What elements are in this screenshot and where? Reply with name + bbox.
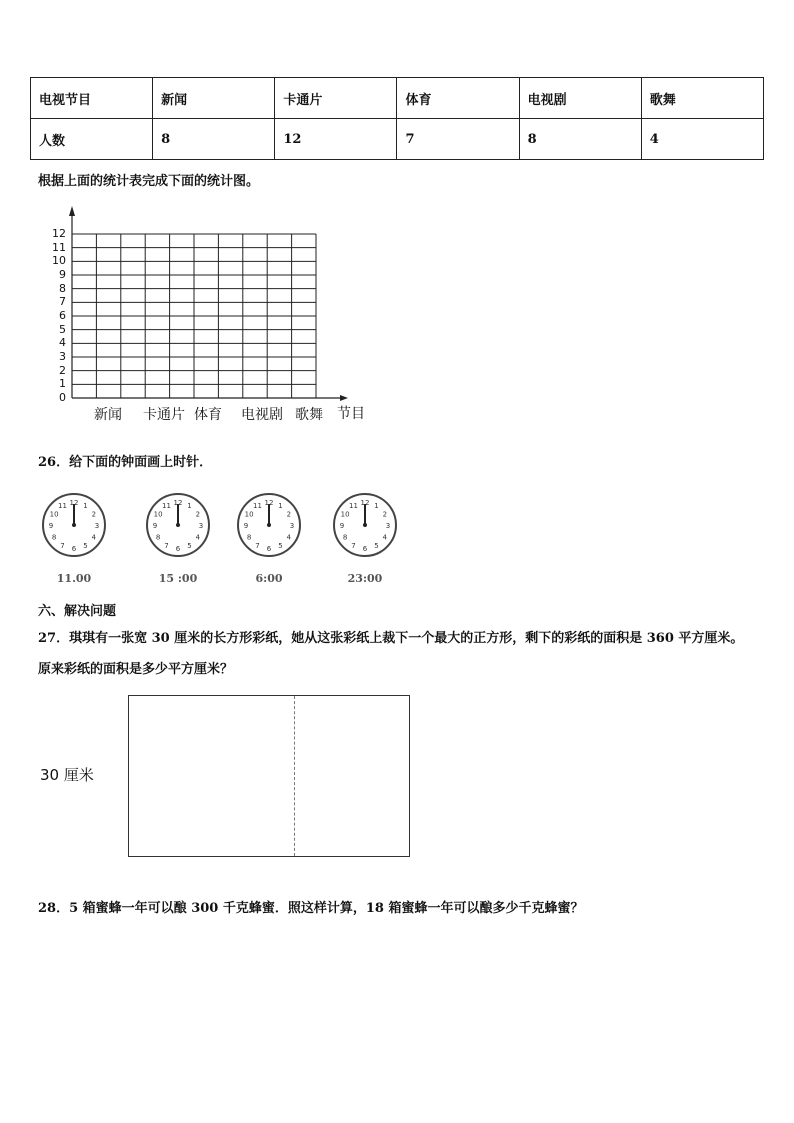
y-tick-label: 10 xyxy=(52,254,66,268)
clock-numeral: 5 xyxy=(187,541,192,550)
statistics-table xyxy=(30,77,764,160)
clock-numeral: 6 xyxy=(266,545,272,553)
chart-grid-svg xyxy=(30,200,380,430)
clock-row xyxy=(40,490,410,590)
clock-numeral: 11 xyxy=(162,502,171,511)
blank-bar-chart xyxy=(30,200,380,430)
y-tick-label: 5 xyxy=(59,322,66,336)
clock-time-label: 6:00 xyxy=(255,572,283,585)
table-cell: 电视剧 xyxy=(519,78,641,119)
y-tick-label: 6 xyxy=(59,309,66,322)
clock-numeral: 4 xyxy=(286,533,292,542)
chart-instruction: 根据上面的统计表完成下面的统计图。 xyxy=(38,174,260,189)
clock-item xyxy=(234,490,304,585)
paper-rectangle-figure xyxy=(128,695,410,857)
clock-numeral: 1 xyxy=(374,502,379,511)
question-26: 26．给下面的钟面画上时针． xyxy=(38,455,213,470)
clock-time-label: 23:00 xyxy=(347,572,383,585)
clock-numeral: 10 xyxy=(153,510,163,519)
clock-numeral: 3 xyxy=(289,522,295,530)
clock-numeral: 5 xyxy=(278,541,283,550)
width-label: 30 厘米 xyxy=(40,766,94,784)
clock-numeral: 6 xyxy=(71,545,77,553)
clock-numeral: 9 xyxy=(152,522,158,530)
clock-center xyxy=(267,523,271,527)
clock-numeral: 8 xyxy=(342,533,348,542)
clock-numeral: 7 xyxy=(164,541,169,550)
table-cell: 体育 xyxy=(397,78,519,119)
clock-numeral: 1 xyxy=(83,502,88,511)
x-category-label: 歌舞 xyxy=(295,407,323,423)
clock-item xyxy=(143,490,213,585)
clock-item xyxy=(330,490,400,585)
clock-numeral: 10 xyxy=(49,510,59,519)
clock-numeral: 12 xyxy=(173,499,183,507)
table-row xyxy=(31,119,764,160)
clock-numeral: 4 xyxy=(91,533,97,542)
table-cell: 8 xyxy=(519,119,641,160)
clock-numeral: 4 xyxy=(195,533,201,542)
clock-numeral: 3 xyxy=(385,522,391,530)
table-cell: 7 xyxy=(397,119,519,160)
table-cell: 8 xyxy=(153,119,275,160)
clock-numeral: 8 xyxy=(51,533,57,542)
clock-center xyxy=(72,523,76,527)
x-axis-arrow xyxy=(340,395,348,401)
clock-numeral: 5 xyxy=(374,541,379,550)
clock-numeral: 4 xyxy=(382,533,388,542)
clock-numeral: 9 xyxy=(243,522,249,530)
clock-time-label: 11.00 xyxy=(56,572,92,585)
y-tick-label: 1 xyxy=(59,377,66,391)
table-cell: 12 xyxy=(275,119,397,160)
clock-numeral: 11 xyxy=(253,502,262,511)
clock-numeral: 1 xyxy=(187,502,192,511)
y-tick-label: 9 xyxy=(59,268,66,281)
clock-center xyxy=(176,523,180,527)
clock-numeral: 12 xyxy=(69,499,79,507)
clock-numeral: 2 xyxy=(91,510,97,519)
clock-numeral: 2 xyxy=(195,510,201,519)
clock-face-icon[interactable] xyxy=(234,490,304,560)
x-axis-title: 节目 xyxy=(337,406,365,422)
table-cell: 人数 xyxy=(31,119,153,160)
clock-numeral: 9 xyxy=(339,522,345,530)
clock-numeral: 6 xyxy=(175,545,181,553)
y-tick-label: 12 xyxy=(52,227,66,240)
table-cell: 歌舞 xyxy=(641,78,763,119)
y-tick-label: 8 xyxy=(59,281,66,295)
clock-numeral: 11 xyxy=(58,502,67,511)
y-tick-label: 11 xyxy=(52,240,66,254)
x-category-label: 电视剧 xyxy=(241,407,283,423)
x-category-label: 卡通片 xyxy=(143,407,185,423)
clock-numeral: 2 xyxy=(382,510,388,519)
clock-numeral: 5 xyxy=(83,541,88,550)
x-category-label: 新闻 xyxy=(94,407,122,423)
y-tick-label: 3 xyxy=(59,350,66,363)
clock-numeral: 7 xyxy=(60,541,65,550)
y-tick-label: 7 xyxy=(59,295,66,309)
clock-numeral: 2 xyxy=(286,510,292,519)
cut-line xyxy=(294,696,295,856)
clock-numeral: 11 xyxy=(349,502,358,511)
table-cell: 新闻 xyxy=(153,78,275,119)
y-tick-label: 0 xyxy=(59,391,66,404)
clock-numeral: 10 xyxy=(340,510,350,519)
table-cell: 4 xyxy=(641,119,763,160)
section-heading: 六、解决问题 xyxy=(38,604,117,619)
clock-numeral: 8 xyxy=(246,533,252,542)
clock-numeral: 7 xyxy=(351,541,356,550)
clock-numeral: 12 xyxy=(264,499,274,507)
question-28: 28．5 箱蜜蜂一年可以酿 300 千克蜂蜜．照这样计算，18 箱蜜蜂一年可以酿多少千克蜂蜜？ xyxy=(38,901,584,916)
clock-numeral: 9 xyxy=(48,522,54,530)
clock-numeral: 3 xyxy=(198,522,204,530)
clock-numeral: 12 xyxy=(360,499,370,507)
clock-center xyxy=(363,523,367,527)
clock-time-label: 15 :00 xyxy=(158,572,198,585)
question-27-line1: 27．琪琪有一张宽 30 厘米的长方形彩纸，她从这张彩纸上裁下一个最大的正方形，剩下的彩纸的面积是 360 平方厘米。 xyxy=(38,631,744,646)
clock-numeral: 8 xyxy=(155,533,161,542)
clock-item xyxy=(39,490,109,585)
table-cell: 卡通片 xyxy=(275,78,397,119)
clock-face-icon[interactable] xyxy=(143,490,213,560)
clock-face-icon[interactable] xyxy=(330,490,400,560)
clock-numeral: 6 xyxy=(362,545,368,553)
clock-numeral: 10 xyxy=(244,510,254,519)
table-header-row xyxy=(31,78,764,119)
table-cell: 电视节目 xyxy=(31,78,153,119)
x-category-label: 体育 xyxy=(194,407,222,423)
clock-face-icon[interactable] xyxy=(39,490,109,560)
y-tick-label: 4 xyxy=(59,336,66,350)
clock-numeral: 7 xyxy=(255,541,260,550)
y-axis-arrow xyxy=(69,206,75,216)
y-tick-label: 2 xyxy=(59,363,66,377)
clock-numeral: 3 xyxy=(94,522,100,530)
question-27-line2: 原来彩纸的面积是多少平方厘米？ xyxy=(38,662,234,677)
clock-numeral: 1 xyxy=(278,502,283,511)
